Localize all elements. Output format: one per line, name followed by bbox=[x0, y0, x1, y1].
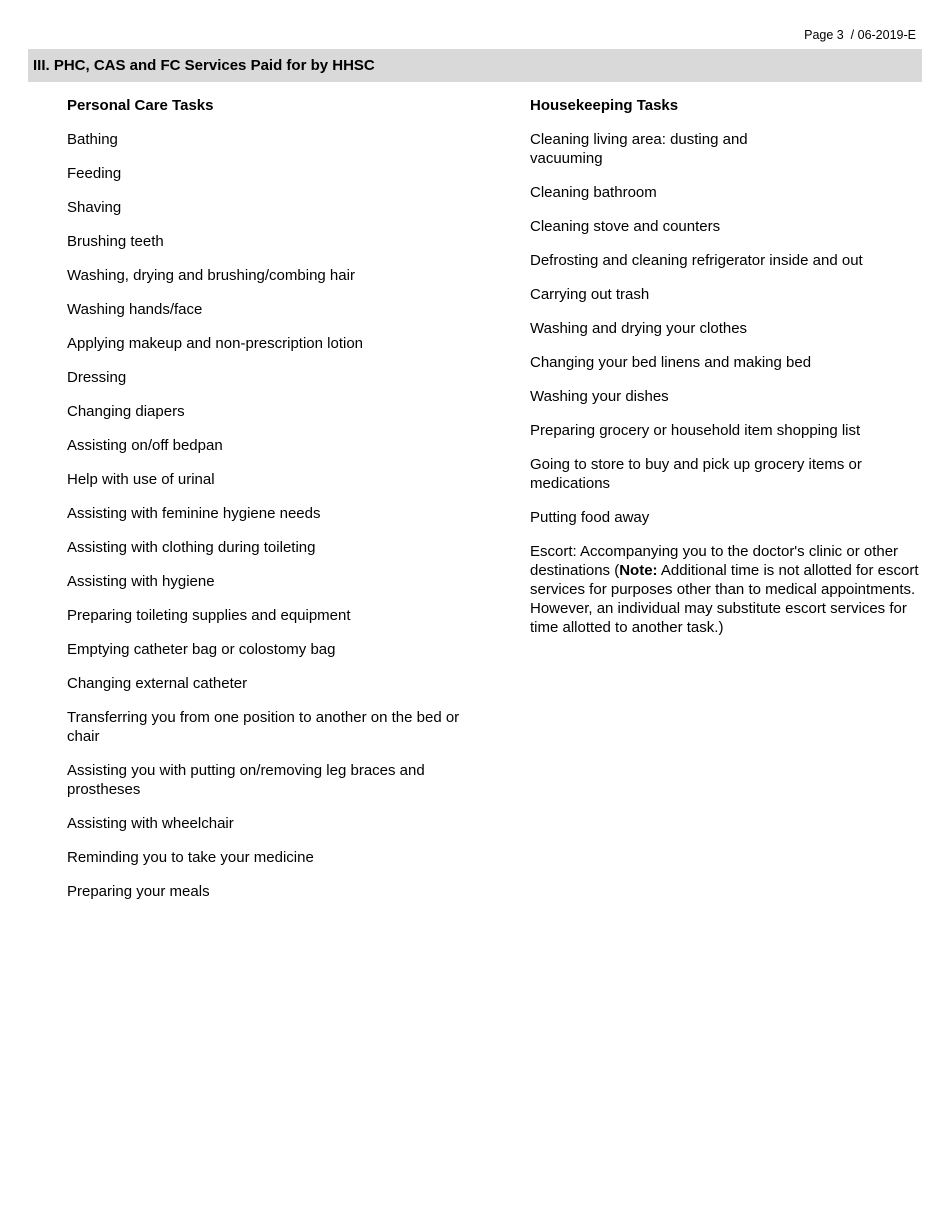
section-header: III. PHC, CAS and FC Services Paid for by HHSC bbox=[28, 49, 922, 82]
list-item: Reminding you to take your medicine bbox=[67, 849, 314, 866]
list-item: Assisting with feminine hygiene needs bbox=[67, 505, 321, 522]
list-item: Carrying out trash bbox=[530, 286, 650, 303]
list-item: Assisting you with putting on/removing leg braces and prostheses bbox=[67, 762, 425, 798]
list-item: Preparing toileting supplies and equipment bbox=[67, 607, 351, 624]
list-item: Assisting on/off bedpan bbox=[67, 437, 223, 454]
list-item: Shaving bbox=[67, 199, 122, 216]
list-item: Assisting with hygiene bbox=[67, 573, 215, 590]
list-item: Cleaning stove and counters bbox=[530, 218, 721, 235]
page-number: Page 3 / 06-2019-E bbox=[804, 28, 916, 42]
housekeeping-list bbox=[530, 130, 920, 637]
list-item: Assisting with clothing during toileting bbox=[67, 539, 316, 556]
list-item: Changing your bed linens and making bed bbox=[530, 354, 812, 371]
list-item: Washing hands/face bbox=[67, 301, 203, 318]
list-item: Defrosting and cleaning refrigerator inside and out bbox=[530, 252, 863, 269]
list-item: Bathing bbox=[67, 131, 118, 148]
escort-lead: Escort: Accompanying you to the doctor's clinic or other destinations ( bbox=[530, 543, 899, 579]
escort-note-label: Note: bbox=[619, 562, 658, 579]
list-item: Changing external catheter bbox=[67, 675, 248, 692]
personal-care-heading: Personal Care Tasks bbox=[67, 97, 214, 114]
list-item: Dressing bbox=[67, 369, 127, 386]
housekeeping-column bbox=[530, 96, 920, 652]
list-item: Applying makeup and non-prescription lotion bbox=[67, 335, 364, 352]
list-item: Washing your dishes bbox=[530, 388, 669, 405]
escort-note-text: Additional time is not allotted for escort services for purposes other than to medical appointments. However, an individual may substitute escort services for time allotted to another task.) bbox=[530, 562, 919, 636]
list-item: Feeding bbox=[67, 165, 122, 182]
list-item: Transferring you from one position to another on the bed or chair bbox=[67, 709, 460, 745]
list-item: Cleaning living area: dusting and vacuuming bbox=[530, 131, 748, 167]
list-item: Putting food away bbox=[530, 509, 650, 526]
list-item: Emptying catheter bag or colostomy bag bbox=[67, 641, 336, 658]
list-item: Washing and drying your clothes bbox=[530, 320, 748, 337]
housekeeping-heading: Housekeeping Tasks bbox=[530, 97, 679, 114]
list-item: Preparing grocery or household item shopping list bbox=[530, 422, 861, 439]
list-item: Preparing your meals bbox=[67, 883, 210, 900]
personal-care-column bbox=[67, 96, 487, 916]
list-item: Changing diapers bbox=[67, 403, 185, 420]
list-item: Washing, drying and brushing/combing hair bbox=[67, 267, 355, 284]
personal-care-list bbox=[67, 130, 487, 901]
list-item: Brushing teeth bbox=[67, 233, 164, 250]
list-item: Cleaning bathroom bbox=[530, 184, 657, 201]
list-item: Going to store to buy and pick up grocery items or medications bbox=[530, 456, 862, 492]
list-item: Assisting with wheelchair bbox=[67, 815, 234, 832]
escort-item bbox=[530, 542, 920, 637]
list-item: Help with use of urinal bbox=[67, 471, 215, 488]
